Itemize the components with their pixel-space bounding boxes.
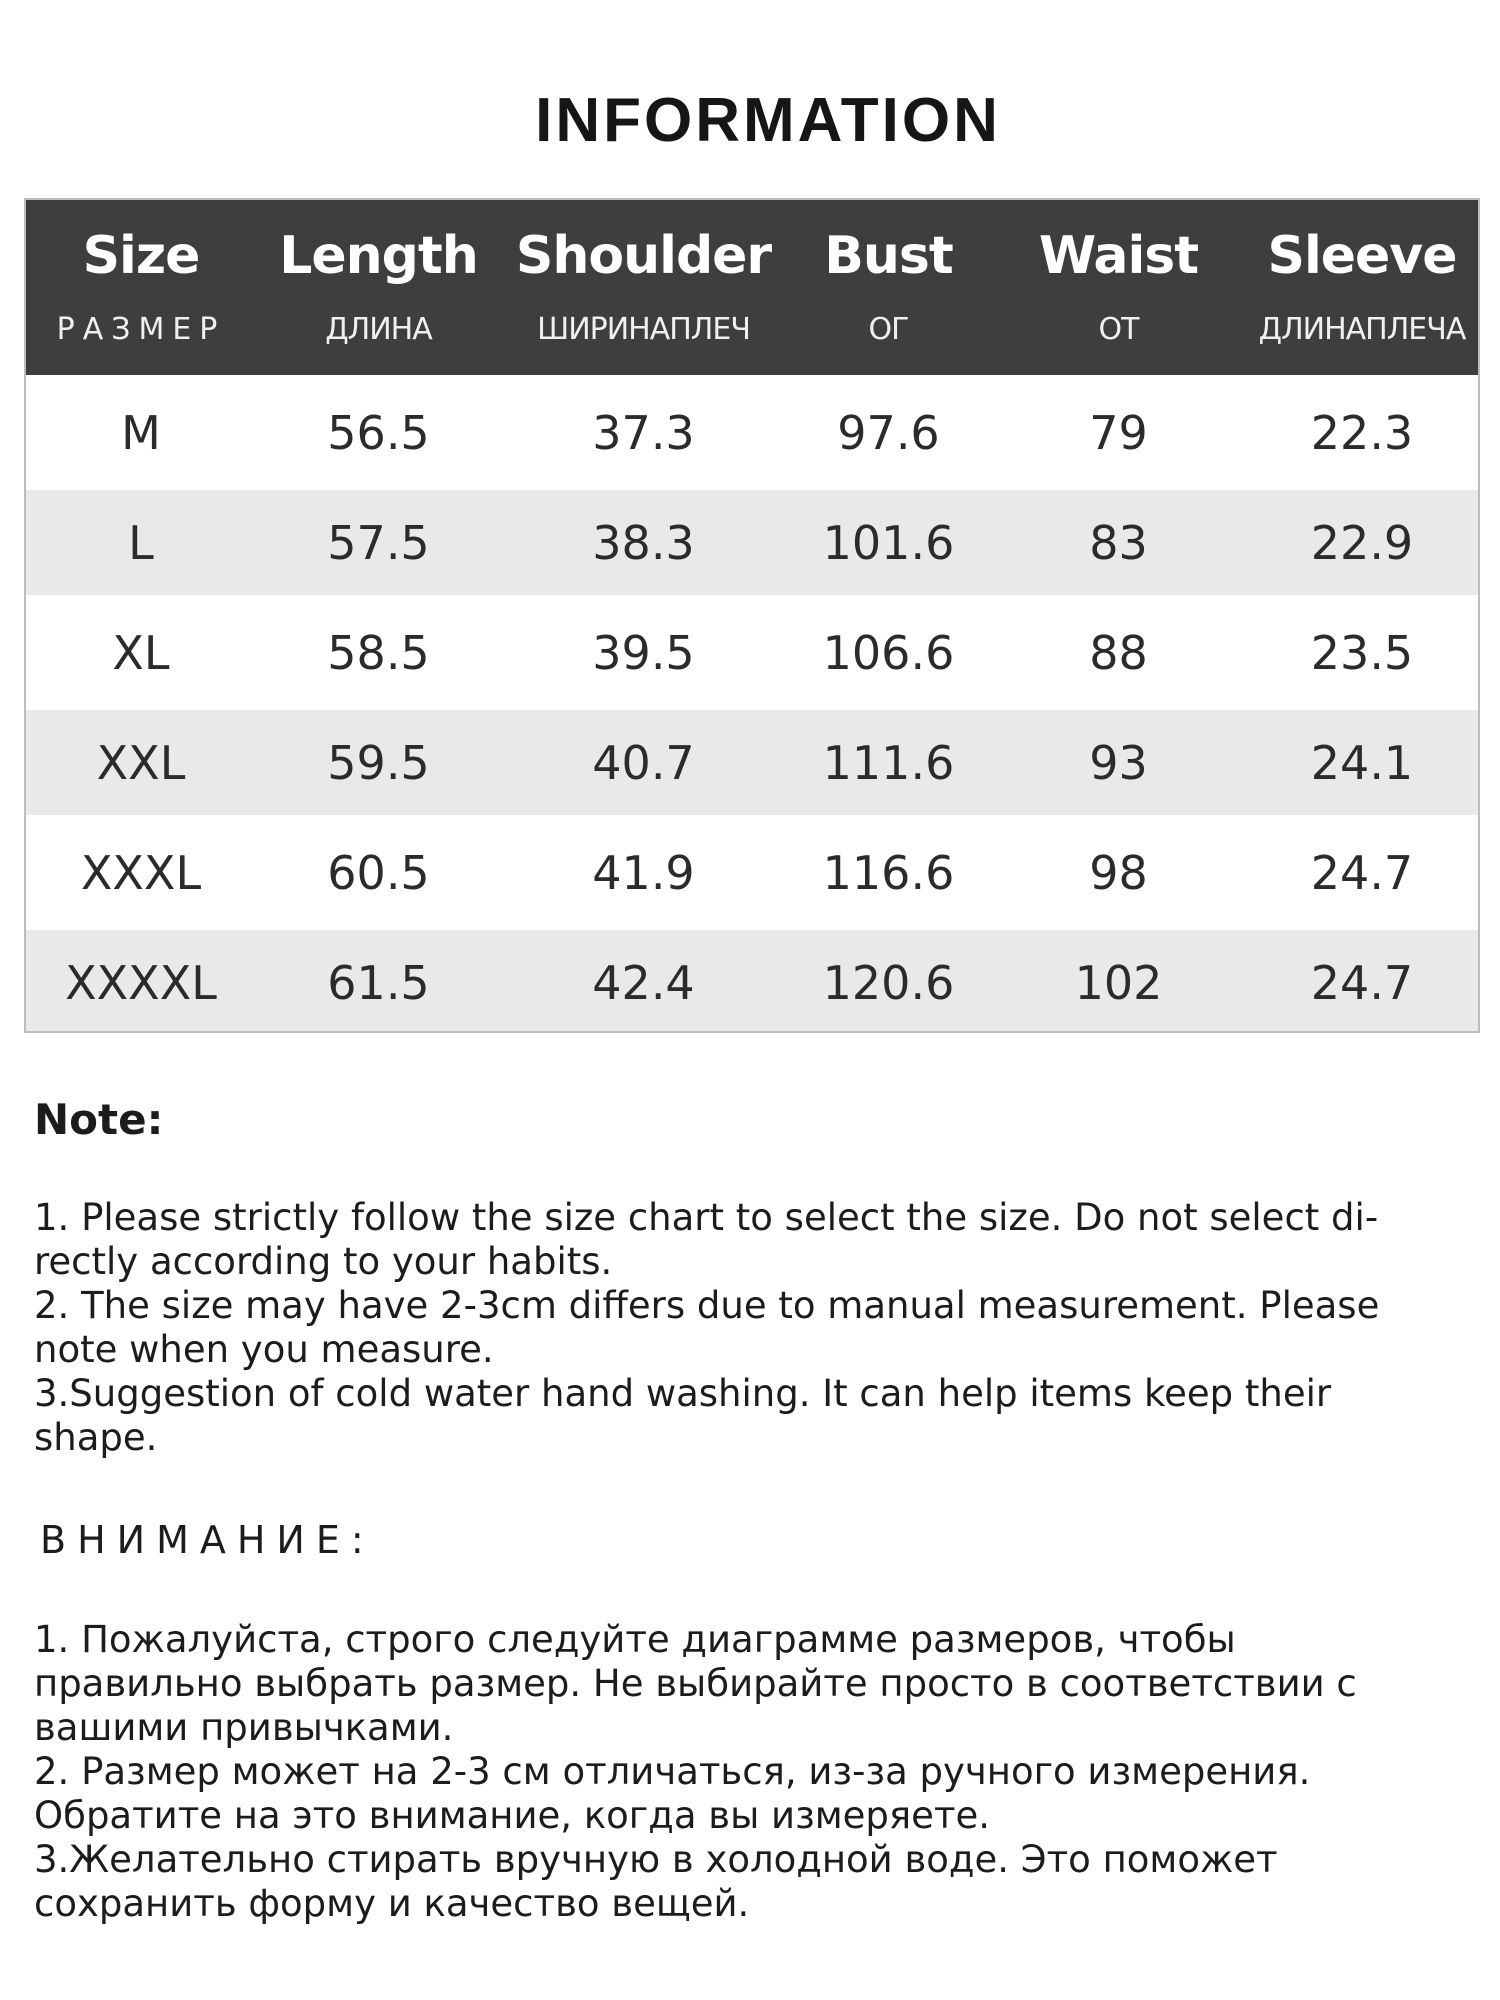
table-row: [26, 490, 1478, 595]
header-size: [26, 200, 256, 375]
note-heading: Note:: [34, 1095, 164, 1144]
note-item: 3.Suggestion of cold water hand washing. It can help items keep their shape.: [34, 1372, 1332, 1459]
cell-waist: 98: [1089, 845, 1148, 900]
cell-sleeve: 24.7: [1310, 955, 1414, 1010]
attention-item: 3.Желательно стирать вручную в холодной воде. Это поможет сохранить форму и качество вещей.: [34, 1838, 1278, 1925]
header-size-en: Size: [82, 226, 200, 286]
header-length-en: Length: [279, 226, 478, 286]
cell-length: 60.5: [327, 845, 430, 900]
cell-bust: 116.6: [822, 845, 955, 900]
header-length: [256, 200, 501, 375]
header-waist-ru: ОТ: [1098, 312, 1139, 347]
header-sleeve-en: Sleeve: [1267, 226, 1457, 286]
page-title: INFORMATION: [535, 86, 1001, 155]
cell-length: 61.5: [327, 955, 430, 1010]
cell-shoulder: 37.3: [592, 405, 695, 460]
cell-waist: 83: [1089, 515, 1148, 570]
cell-length: 56.5: [327, 405, 430, 460]
table-header: [26, 200, 1478, 375]
cell-size: M: [121, 405, 161, 460]
cell-bust: 101.6: [822, 515, 955, 570]
cell-waist: 102: [1074, 955, 1163, 1010]
cell-length: 59.5: [327, 735, 430, 790]
cell-size: XL: [112, 625, 170, 680]
header-shoulder: [501, 200, 786, 375]
cell-shoulder: 40.7: [592, 735, 695, 790]
attention-item: 2. Размер может на 2-3 см отличаться, из-за ручного измерения. Обратите на это внимание, когда вы измеряете.: [34, 1750, 1311, 1837]
cell-sleeve: 24.7: [1310, 845, 1414, 900]
header-size-ru: РАЗМЕР: [56, 312, 226, 347]
header-bust-ru: ОГ: [868, 312, 909, 347]
cell-size: L: [128, 515, 154, 570]
cell-shoulder: 42.4: [592, 955, 695, 1010]
header-bust: [786, 200, 991, 375]
header-bust-en: Bust: [824, 226, 953, 286]
cell-length: 58.5: [327, 625, 430, 680]
header-length-ru: ДЛИНА: [325, 312, 432, 347]
cell-sleeve: 23.5: [1310, 625, 1414, 680]
note-list: [34, 1196, 1454, 1460]
cell-sleeve: 22.3: [1310, 405, 1414, 460]
cell-shoulder: 38.3: [592, 515, 695, 570]
cell-bust: 97.6: [837, 405, 940, 460]
table-row: [26, 710, 1478, 815]
cell-length: 57.5: [327, 515, 430, 570]
table-row: [26, 930, 1478, 1033]
cell-sleeve: 22.9: [1310, 515, 1414, 570]
cell-bust: 111.6: [822, 735, 955, 790]
table-row: [26, 815, 1478, 930]
attention-list: [34, 1618, 1454, 1926]
cell-sleeve: 24.1: [1310, 735, 1414, 790]
header-sleeve-ru: ДЛИНАПЛЕЧА: [1258, 312, 1466, 347]
cell-size: XXL: [96, 735, 186, 790]
cell-bust: 120.6: [822, 955, 955, 1010]
cell-waist: 88: [1089, 625, 1148, 680]
cell-size: XXXL: [80, 845, 202, 900]
header-waist-en: Waist: [1038, 226, 1199, 286]
header-sleeve: [1246, 200, 1478, 375]
cell-shoulder: 41.9: [592, 845, 695, 900]
cell-waist: 79: [1089, 405, 1148, 460]
size-chart-table: [24, 198, 1480, 1033]
note-item: 1. Please strictly follow the size chart to select the size. Do not select di-rectly according to your habits.: [34, 1196, 1379, 1283]
cell-size: XXXXL: [65, 955, 217, 1010]
header-shoulder-ru: ШИРИНАПЛЕЧ: [537, 312, 750, 347]
cell-bust: 106.6: [822, 625, 955, 680]
table-row: [26, 595, 1478, 710]
cell-shoulder: 39.5: [592, 625, 695, 680]
attention-item: 1. Пожалуйста, строго следуйте диаграмме размеров, чтобы правильно выбрать размер. Не выбирайте просто в соответствии с вашими привычками.: [34, 1618, 1357, 1749]
table-row: [26, 375, 1478, 490]
header-waist: [991, 200, 1246, 375]
header-shoulder-en: Shoulder: [515, 226, 772, 286]
attention-heading: ВНИМАНИЕ:: [40, 1518, 375, 1562]
note-item: 2. The size may have 2-3cm differs due to manual measurement. Please note when you measure.: [34, 1284, 1380, 1371]
cell-waist: 93: [1089, 735, 1148, 790]
